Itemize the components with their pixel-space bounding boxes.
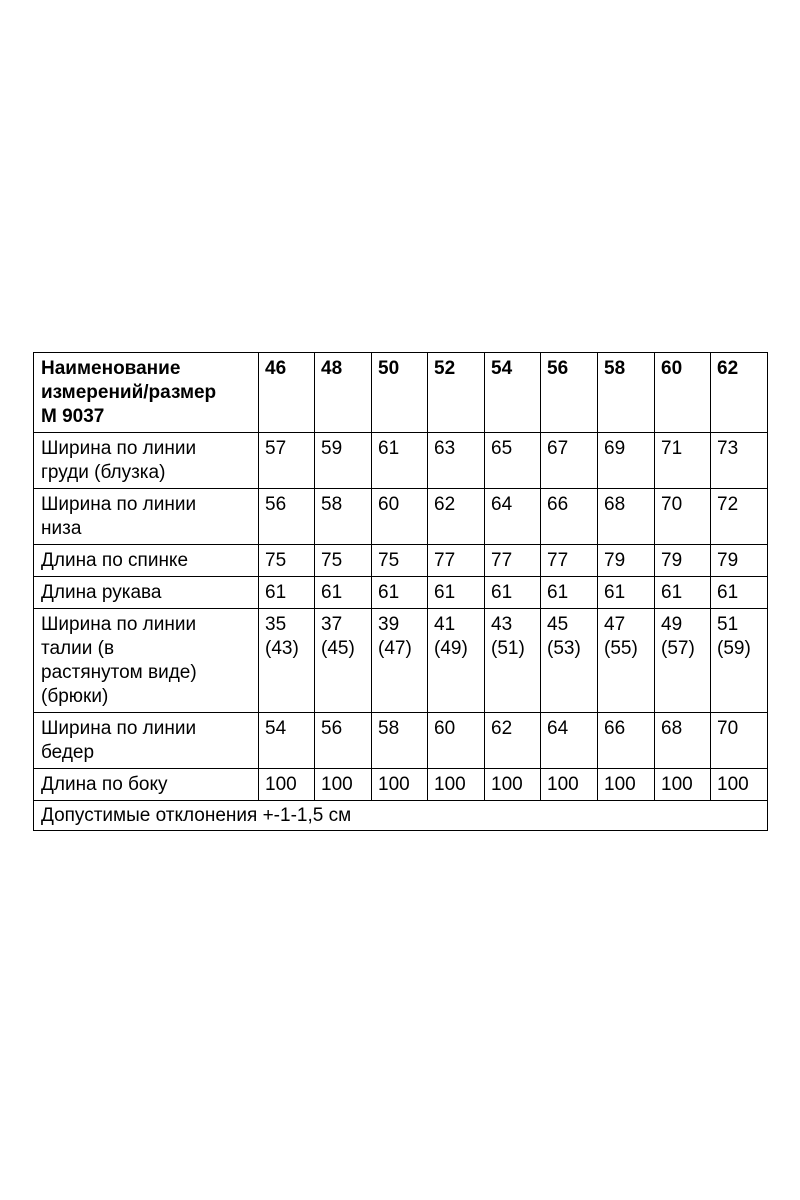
value-cell: [541, 609, 598, 713]
value-cell: [655, 609, 711, 713]
size-chart-table: [33, 352, 768, 831]
value-cell: 60: [428, 713, 485, 769]
value-stretched: (45): [321, 638, 355, 659]
value-cell: 70: [711, 713, 768, 769]
value-cell: 68: [598, 489, 655, 545]
value-cell: [485, 609, 541, 713]
value-cell: 64: [485, 489, 541, 545]
measurement-label-cell: [34, 713, 259, 769]
measurement-label-line: Ширина по линии: [41, 718, 197, 739]
size-header-cell: 48: [315, 353, 372, 433]
value-cell: 56: [259, 489, 315, 545]
value-main: 49: [661, 614, 683, 635]
value-cell: 59: [315, 433, 372, 489]
value-cell: 79: [655, 545, 711, 577]
measurement-label-line: Длина по боку: [41, 774, 168, 795]
value-cell: 79: [711, 545, 768, 577]
value-stretched: (49): [434, 638, 468, 659]
header-row: [34, 353, 768, 433]
value-cell: 75: [259, 545, 315, 577]
size-header-cell: 58: [598, 353, 655, 433]
value-cell: [315, 609, 372, 713]
value-cell: 77: [541, 545, 598, 577]
value-cell: [259, 609, 315, 713]
size-header-cell: 54: [485, 353, 541, 433]
value-cell: 75: [372, 545, 428, 577]
header-label-line: измерений/размер: [41, 382, 217, 403]
value-cell: 72: [711, 489, 768, 545]
measurement-label-cell: [34, 577, 259, 609]
size-header-cell: 62: [711, 353, 768, 433]
value-cell: 61: [315, 577, 372, 609]
tolerance-note: Допустимые отклонения +-1-1,5 см: [34, 801, 768, 831]
table-row: [34, 545, 768, 577]
table-row: [34, 489, 768, 545]
value-main: 47: [604, 614, 626, 635]
value-cell: 54: [259, 713, 315, 769]
value-cell: 66: [541, 489, 598, 545]
size-header-cell: 46: [259, 353, 315, 433]
value-cell: 100: [598, 769, 655, 801]
value-cell: 61: [655, 577, 711, 609]
value-stretched: (57): [661, 638, 695, 659]
value-cell: 61: [485, 577, 541, 609]
measurement-label-cell: [34, 545, 259, 577]
value-cell: 57: [259, 433, 315, 489]
value-cell: 100: [428, 769, 485, 801]
value-cell: 73: [711, 433, 768, 489]
value-cell: 100: [315, 769, 372, 801]
value-cell: 100: [711, 769, 768, 801]
size-header-cell: 50: [372, 353, 428, 433]
value-cell: 61: [372, 577, 428, 609]
value-cell: 61: [259, 577, 315, 609]
value-cell: 63: [428, 433, 485, 489]
value-cell: 100: [372, 769, 428, 801]
value-cell: 68: [655, 713, 711, 769]
value-cell: [598, 609, 655, 713]
value-main: 35: [265, 614, 287, 635]
value-stretched: (47): [378, 638, 412, 659]
value-main: 43: [491, 614, 513, 635]
value-stretched: (53): [547, 638, 581, 659]
value-cell: 58: [315, 489, 372, 545]
measurement-label-line: Длина рукава: [41, 582, 162, 603]
value-stretched: (43): [265, 638, 299, 659]
value-cell: 79: [598, 545, 655, 577]
measurement-label-line: бедер: [41, 742, 95, 763]
value-stretched: (59): [717, 638, 751, 659]
value-cell: 61: [428, 577, 485, 609]
table-row: [34, 433, 768, 489]
value-cell: 100: [655, 769, 711, 801]
value-stretched: (55): [604, 638, 638, 659]
value-stretched: (51): [491, 638, 525, 659]
value-cell: 100: [485, 769, 541, 801]
value-cell: 60: [372, 489, 428, 545]
measurement-label-cell: [34, 433, 259, 489]
measurement-label-line: Ширина по линии: [41, 438, 197, 459]
value-cell: [428, 609, 485, 713]
value-cell: [372, 609, 428, 713]
value-cell: 61: [598, 577, 655, 609]
value-cell: 100: [259, 769, 315, 801]
table-row: [34, 769, 768, 801]
value-main: 39: [378, 614, 400, 635]
measurement-label-line: Длина по спинке: [41, 550, 189, 571]
value-cell: 65: [485, 433, 541, 489]
value-cell: 67: [541, 433, 598, 489]
value-main: 41: [434, 614, 456, 635]
table-row: [34, 577, 768, 609]
size-header-cell: 60: [655, 353, 711, 433]
value-cell: 77: [428, 545, 485, 577]
measurement-label-line: (брюки): [41, 686, 109, 707]
value-cell: 62: [485, 713, 541, 769]
value-cell: 71: [655, 433, 711, 489]
value-cell: 58: [372, 713, 428, 769]
measurement-label-line: Ширина по линии: [41, 494, 197, 515]
measurement-label-line: растянутом виде): [41, 662, 197, 683]
header-label-line: Наименование: [41, 358, 181, 379]
measurement-label-cell: [34, 489, 259, 545]
value-cell: 61: [541, 577, 598, 609]
value-cell: [711, 609, 768, 713]
value-main: 37: [321, 614, 343, 635]
value-cell: 77: [485, 545, 541, 577]
note-row: [34, 801, 768, 831]
size-header-cell: 56: [541, 353, 598, 433]
value-main: 45: [547, 614, 569, 635]
measurement-label-line: груди (блузка): [41, 462, 166, 483]
header-label-line: М 9037: [41, 406, 105, 427]
value-cell: 61: [711, 577, 768, 609]
value-cell: 75: [315, 545, 372, 577]
measurement-label-line: низа: [41, 518, 82, 539]
size-header-cell: 52: [428, 353, 485, 433]
value-cell: 56: [315, 713, 372, 769]
measurement-label-cell: [34, 609, 259, 713]
table-row: [34, 609, 768, 713]
value-cell: 100: [541, 769, 598, 801]
value-cell: 64: [541, 713, 598, 769]
header-label-cell: [34, 353, 259, 433]
value-main: 51: [717, 614, 739, 635]
measurement-label-line: Ширина по линии: [41, 614, 197, 635]
value-cell: 61: [372, 433, 428, 489]
value-cell: 66: [598, 713, 655, 769]
value-cell: 70: [655, 489, 711, 545]
measurement-label-line: талии (в: [41, 638, 115, 659]
value-cell: 62: [428, 489, 485, 545]
measurement-label-cell: [34, 769, 259, 801]
value-cell: 69: [598, 433, 655, 489]
table-row: [34, 713, 768, 769]
